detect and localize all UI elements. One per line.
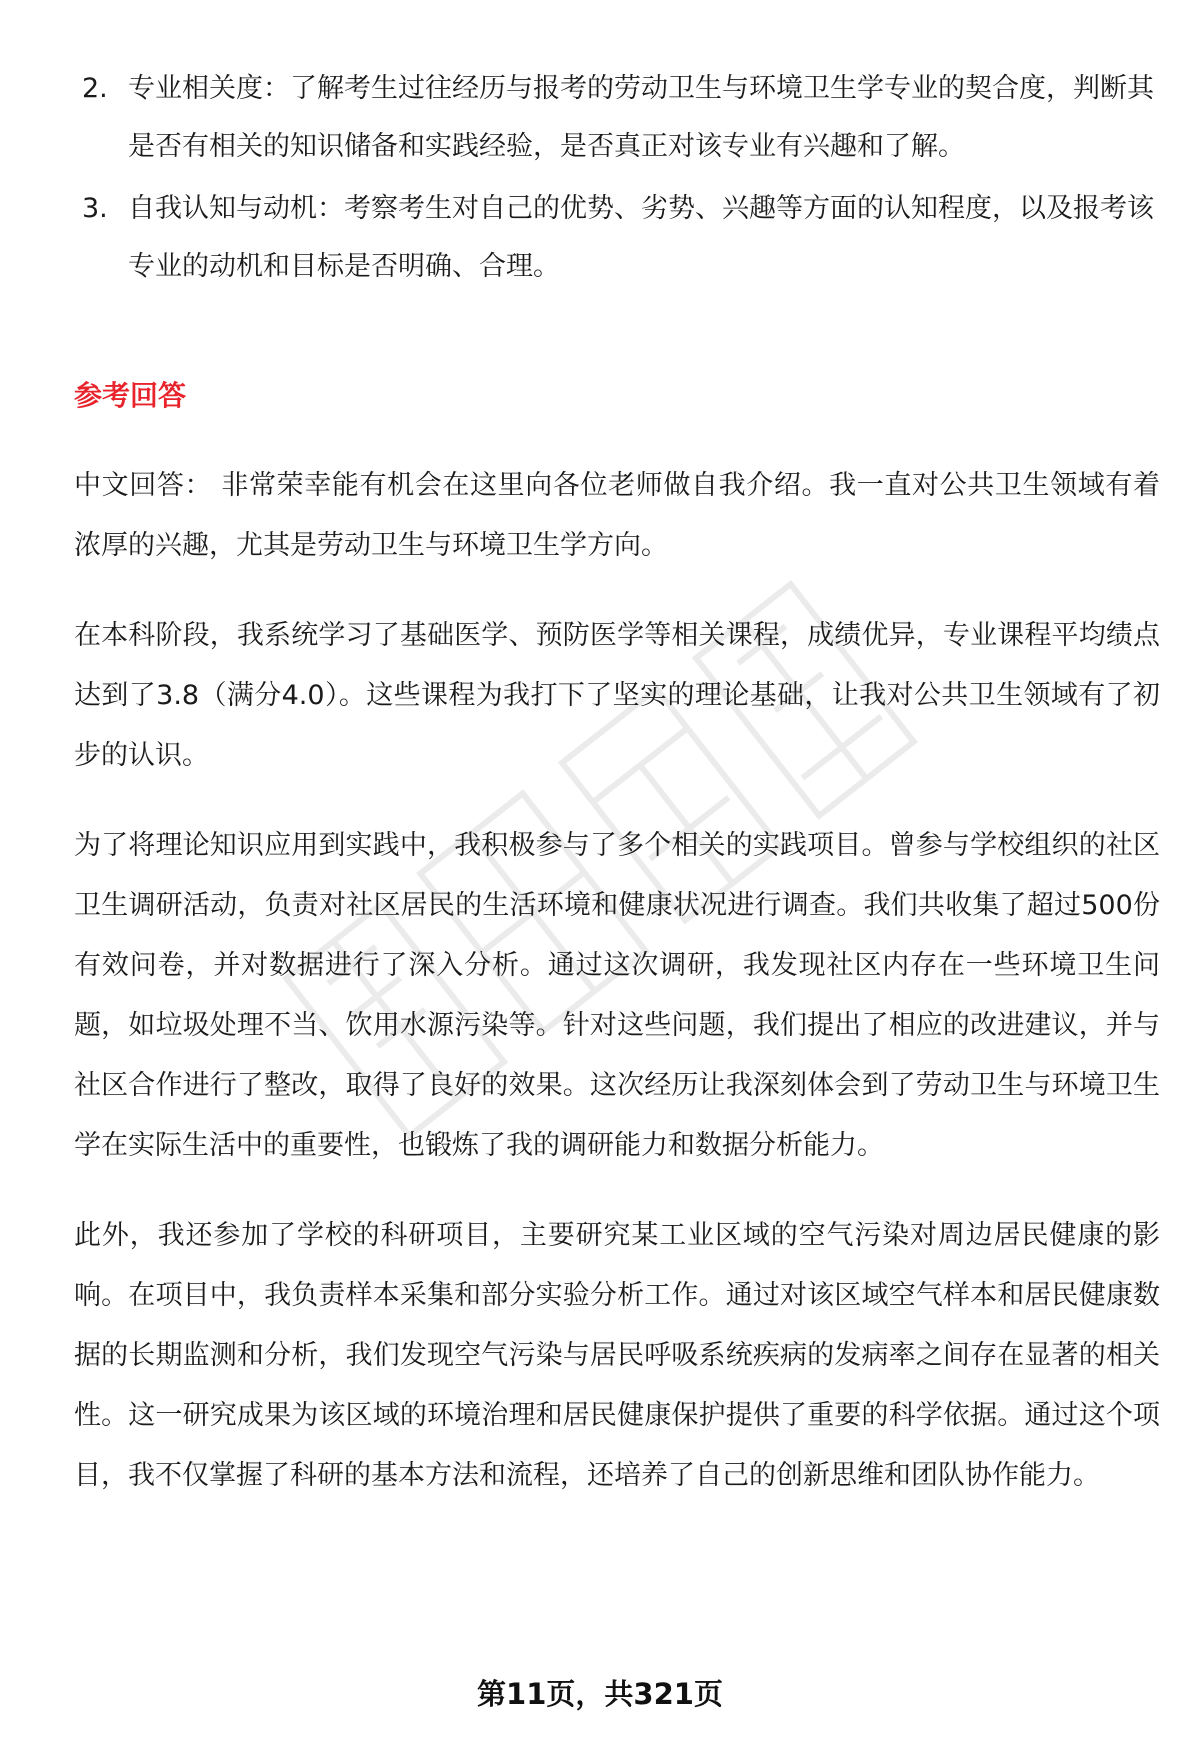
criteria-list: [74, 60, 1154, 300]
paragraph: 中文回答： 非常荣幸能有机会在这里向各位老师做自我介绍。我一直对公共卫生领域有着浓厚的兴趣，尤其是劳动卫生与环境卫生学方向。: [74, 470, 1160, 561]
paragraph: 为了将理论知识应用到实践中，我积极参与了多个相关的实践项目。曾参与学校组织的社区卫生调研活动，负责对社区居民的生活环境和健康状况进行调查。我们共收集了超过500份有效问卷，并对数据进行了深入分析。通过这次调研，我发现社区内存在一些环境卫生问题，如垃圾处理不当、饮用水源污染等。针对这些问题，我们提出了相应的改进建议，并与社区合作进行了整改，取得了良好的效果。这次经历让我深刻体会到了劳动卫生与环境卫生学在实际生活中的重要性，也锻炼了我的调研能力和数据分析能力。: [74, 830, 1160, 1161]
list-number: 3.: [82, 193, 108, 224]
paragraph: 在本科阶段，我系统学习了基础医学、预防医学等相关课程，成绩优异，专业课程平均绩点达到了3.8（满分4.0）。这些课程为我打下了坚实的理论基础，让我对公共卫生领域有了初步的认识。: [74, 620, 1160, 771]
criteria-item: [74, 180, 1154, 296]
page-number: 第11页，共321页: [477, 1677, 723, 1711]
answer-body: [74, 456, 1160, 1536]
criteria-text: 自我认知与动机：考察考生对自己的优势、劣势、兴趣等方面的认知程度，以及报考该专业的动机和目标是否明确、合理。: [128, 193, 1154, 282]
paragraph: 此外，我还参加了学校的科研项目，主要研究某工业区域的空气污染对周边居民健康的影响。在项目中，我负责样本采集和部分实验分析工作。通过对该区域空气样本和居民健康数据的长期监测和分析，我们发现空气污染与居民呼吸系统疾病的发病率之间存在显著的相关性。这一研究成果为该区域的环境治理和居民健康保护提供了重要的科学依据。通过这个项目，我不仅掌握了科研的基本方法和流程，还培养了自己的创新思维和团队协作能力。: [74, 1220, 1160, 1491]
list-number: 2.: [82, 73, 108, 104]
criteria-text: 专业相关度：了解考生过往经历与报考的劳动卫生与环境卫生学专业的契合度，判断其是否有相关的知识储备和实践经验，是否真正对该专业有兴趣和了解。: [128, 73, 1154, 162]
section-heading: 参考回答: [74, 379, 187, 412]
criteria-item: [74, 60, 1154, 176]
